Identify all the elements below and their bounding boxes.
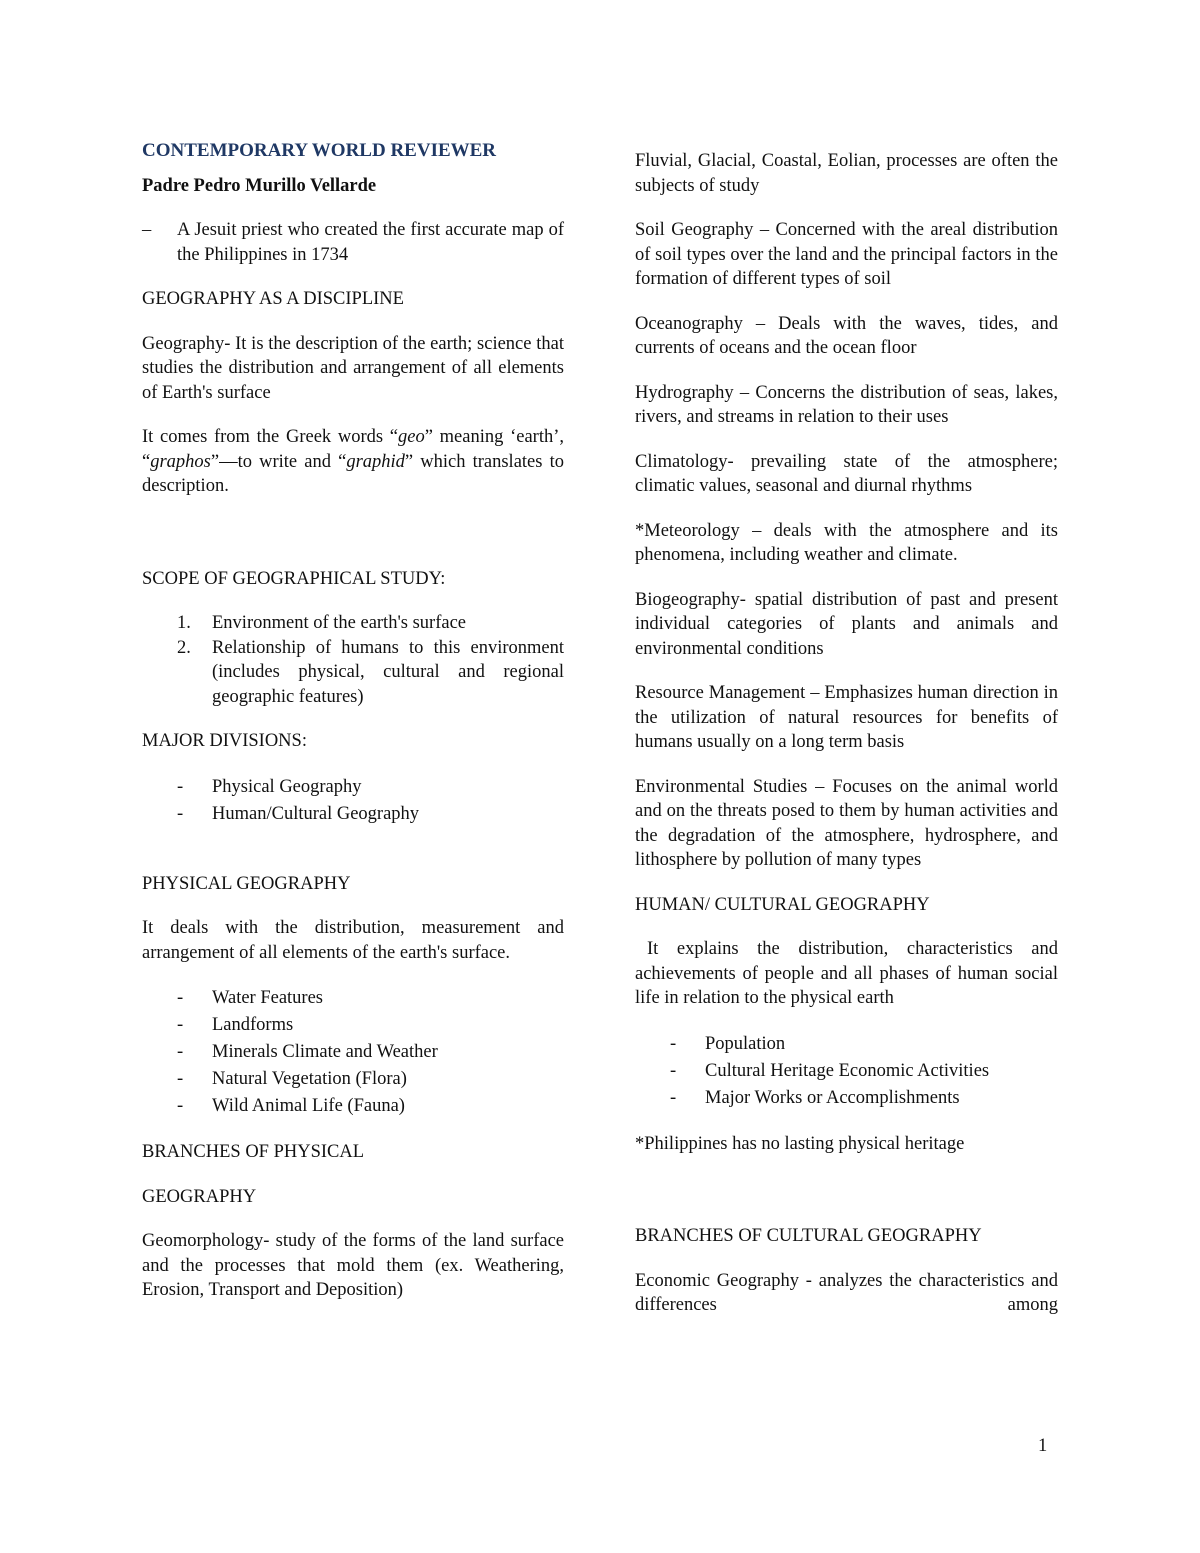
- fluvial-processes: Fluvial, Glacial, Coastal, Eolian, processes are often the subjects of study: [635, 151, 1058, 196]
- list-item: - Physical Geography: [177, 776, 362, 797]
- geomorphology: Geomorphology- study of the forms of the land surface and the processes that mold them (ex. Weathering, Erosion, Transport and Deposition): [142, 1231, 564, 1300]
- oceanography: Oceanography – Deals with the waves, tides, and currents of oceans and the ocean floor: [635, 313, 1058, 358]
- environmental-studies: Environmental Studies – Focuses on the animal world and on the threats posed to them by human activities and the degradation of the atmosphere, hydrosphere, and lithosphere by pollution of many types: [635, 776, 1058, 870]
- jesuit-list: [142, 218, 564, 267]
- geography-definition: Geography- It is the description of the earth; science that studies the distribution and arrangement of all elements of Earth's surface: [142, 333, 564, 403]
- list-item: - Human/Cultural Geography: [177, 803, 420, 824]
- list-item: - Landforms: [177, 1015, 294, 1035]
- greek-origin: It comes from the Greek words “geo” meaning ‘earth’, “graphos”—to write and “graphid” which translates to description.: [142, 427, 564, 496]
- divisions-list: [142, 774, 564, 828]
- dash-marker: –: [142, 220, 152, 240]
- heading-branches-physical: BRANCHES OF PHYSICAL: [142, 1142, 365, 1162]
- document-title: CONTEMPORARY WORLD REVIEWER: [142, 140, 497, 161]
- biogeography: Biogeography- spatial distribution of past and present individual categories of plants and animals and environmental conditions: [635, 589, 1058, 659]
- heading-physical: PHYSICAL GEOGRAPHY: [142, 873, 351, 894]
- subtitle: Padre Pedro Murillo Vellarde: [142, 175, 377, 196]
- page-number: 1: [1038, 1436, 1048, 1456]
- heading-scope: SCOPE OF GEOGRAPHICAL STUDY:: [142, 568, 446, 589]
- heading-branches-physical-cont: GEOGRAPHY: [142, 1186, 257, 1207]
- list-item: - Wild Animal Life (Fauna): [177, 1096, 405, 1116]
- resource-management: Resource Management – Emphasizes human direction in the utilization of natural resources for benefits of humans usually on a long term basis: [635, 683, 1058, 752]
- list-item: 2. Relationship of humans to this environment (includes physical, cultural and regional geographic features): [177, 637, 564, 707]
- human-definition: It explains the distribution, characteristics and achievements of people and all phases of human social life in relation to the physical earth: [635, 939, 1058, 1008]
- list-item: - Major Works or Accomplishments: [670, 1087, 960, 1108]
- right-column: [635, 149, 1058, 1318]
- heading-human-cultural: HUMAN/ CULTURAL GEOGRAPHY: [635, 894, 930, 915]
- list-item: - Natural Vegetation (Flora): [177, 1069, 407, 1089]
- heading-divisions: MAJOR DIVISIONS:: [142, 731, 307, 751]
- economic-geography: Economic Geography - analyzes the characteristics and differences among: [635, 1270, 1058, 1315]
- list-item: – A Jesuit priest who created the first accurate map of the Philippines in 1734: [142, 220, 564, 265]
- left-column: [142, 139, 564, 1303]
- list-item: - Population: [670, 1033, 786, 1054]
- list-item: - Minerals Climate and Weather: [177, 1042, 438, 1062]
- meteorology: *Meteorology – deals with the atmosphere and its phenomena, including weather and climate.: [635, 520, 1058, 565]
- heading-discipline: GEOGRAPHY AS A DISCIPLINE: [142, 289, 404, 309]
- hydrography: Hydrography – Concerns the distribution of seas, lakes, rivers, and streams in relation to their uses: [635, 382, 1058, 427]
- list-item: - Cultural Heritage Economic Activities: [670, 1060, 990, 1081]
- scope-list: [142, 611, 564, 709]
- heading-branches-cultural: BRANCHES OF CULTURAL GEOGRAPHY: [635, 1226, 982, 1246]
- soil-geography: Soil Geography – Concerned with the areal distribution of soil types over the land and the principal factors in the formation of different types of soil: [635, 220, 1058, 289]
- heritage-note: *Philippines has no lasting physical heritage: [635, 1133, 965, 1154]
- physical-definition: It deals with the distribution, measurement and arrangement of all elements of the earth's surface.: [142, 918, 564, 963]
- physical-list: [142, 985, 564, 1120]
- human-list: [635, 1031, 1058, 1112]
- list-item: 1. Environment of the earth's surface: [177, 613, 467, 633]
- list-item: - Water Features: [177, 988, 323, 1008]
- climatology: Climatology- prevailing state of the atmosphere; climatic values, seasonal and diurnal rhythms: [635, 451, 1058, 496]
